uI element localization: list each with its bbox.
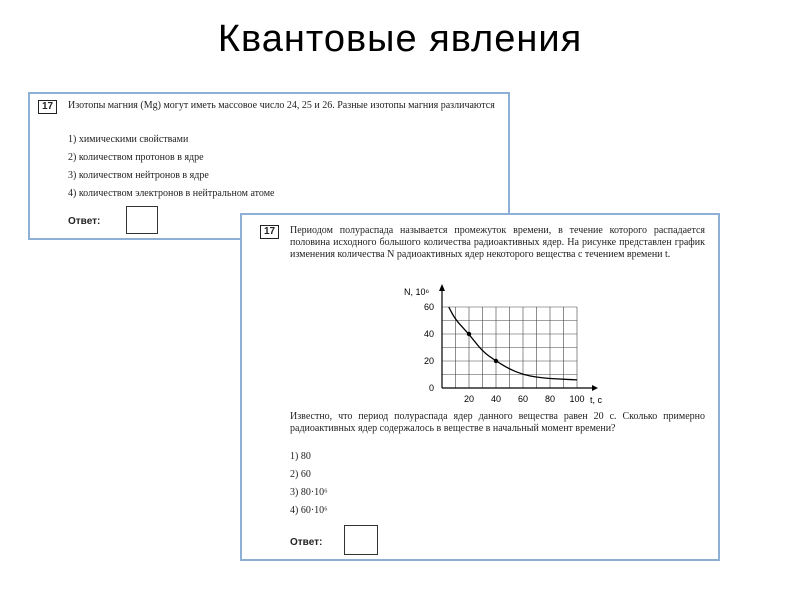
chart-grid [442, 307, 577, 388]
data-point [494, 359, 498, 363]
y-tick-label: 20 [423, 356, 434, 366]
decay-curve [449, 307, 577, 380]
answer-option-1[interactable]: 1) 80 [290, 451, 311, 462]
question-intro: Периодом полураспада называется промежуток времени, в течение которого распадается половина исходного большого количества радиоактивных ядер. На рисунке представлен график изменения количества N радиоактивных ядер некоторого вещества с течением времени t. [290, 225, 705, 260]
answer-option-1[interactable]: 1) химическими свойствами [68, 134, 189, 145]
question-text: Изотопы магния (Mg) могут иметь массовое число 24, 25 и 26. Разные изотопы магния различаются [68, 100, 495, 111]
x-tick-label: 20 [463, 394, 475, 404]
x-tick-label: 100 [569, 394, 585, 404]
question-card-2 [240, 213, 720, 561]
slide-title: Квантовые явления [217, 18, 583, 60]
x-axis-label: t, с [590, 395, 603, 405]
y-axis-label: N, 10⁶ [404, 287, 430, 297]
question-number: 17 [38, 100, 57, 114]
answer-input[interactable] [344, 525, 378, 555]
answer-label: Ответ: [290, 537, 323, 548]
answer-option-2[interactable]: 2) 60 [290, 469, 311, 480]
decay-chart [402, 283, 612, 408]
x-tick-label: 80 [544, 394, 556, 404]
question-number: 17 [260, 225, 279, 239]
data-point [467, 332, 471, 336]
answer-label: Ответ: [68, 216, 101, 227]
answer-option-4[interactable]: 4) количеством электронов в нейтральном атоме [68, 188, 275, 199]
y-tick-label: 0 [428, 383, 434, 393]
answer-option-3[interactable]: 3) 80·10⁶ [290, 487, 328, 498]
x-axis-arrow [592, 385, 598, 391]
y-tick-label: 40 [423, 329, 434, 339]
answer-option-2[interactable]: 2) количеством протонов в ядре [68, 152, 204, 163]
x-tick-label: 60 [517, 394, 529, 404]
x-tick-label: 40 [490, 394, 502, 404]
question-text: Известно, что период полураспада ядер данного вещества равен 20 с. Сколько примерно радиоактивных ядер содержалось в веществе в начальный момент времени? [290, 411, 705, 434]
answer-input[interactable] [126, 206, 158, 234]
answer-option-4[interactable]: 4) 60·10⁶ [290, 505, 328, 516]
y-tick-label: 60 [423, 302, 434, 312]
y-axis-arrow [439, 284, 445, 291]
answer-option-3[interactable]: 3) количеством нейтронов в ядре [68, 170, 209, 181]
